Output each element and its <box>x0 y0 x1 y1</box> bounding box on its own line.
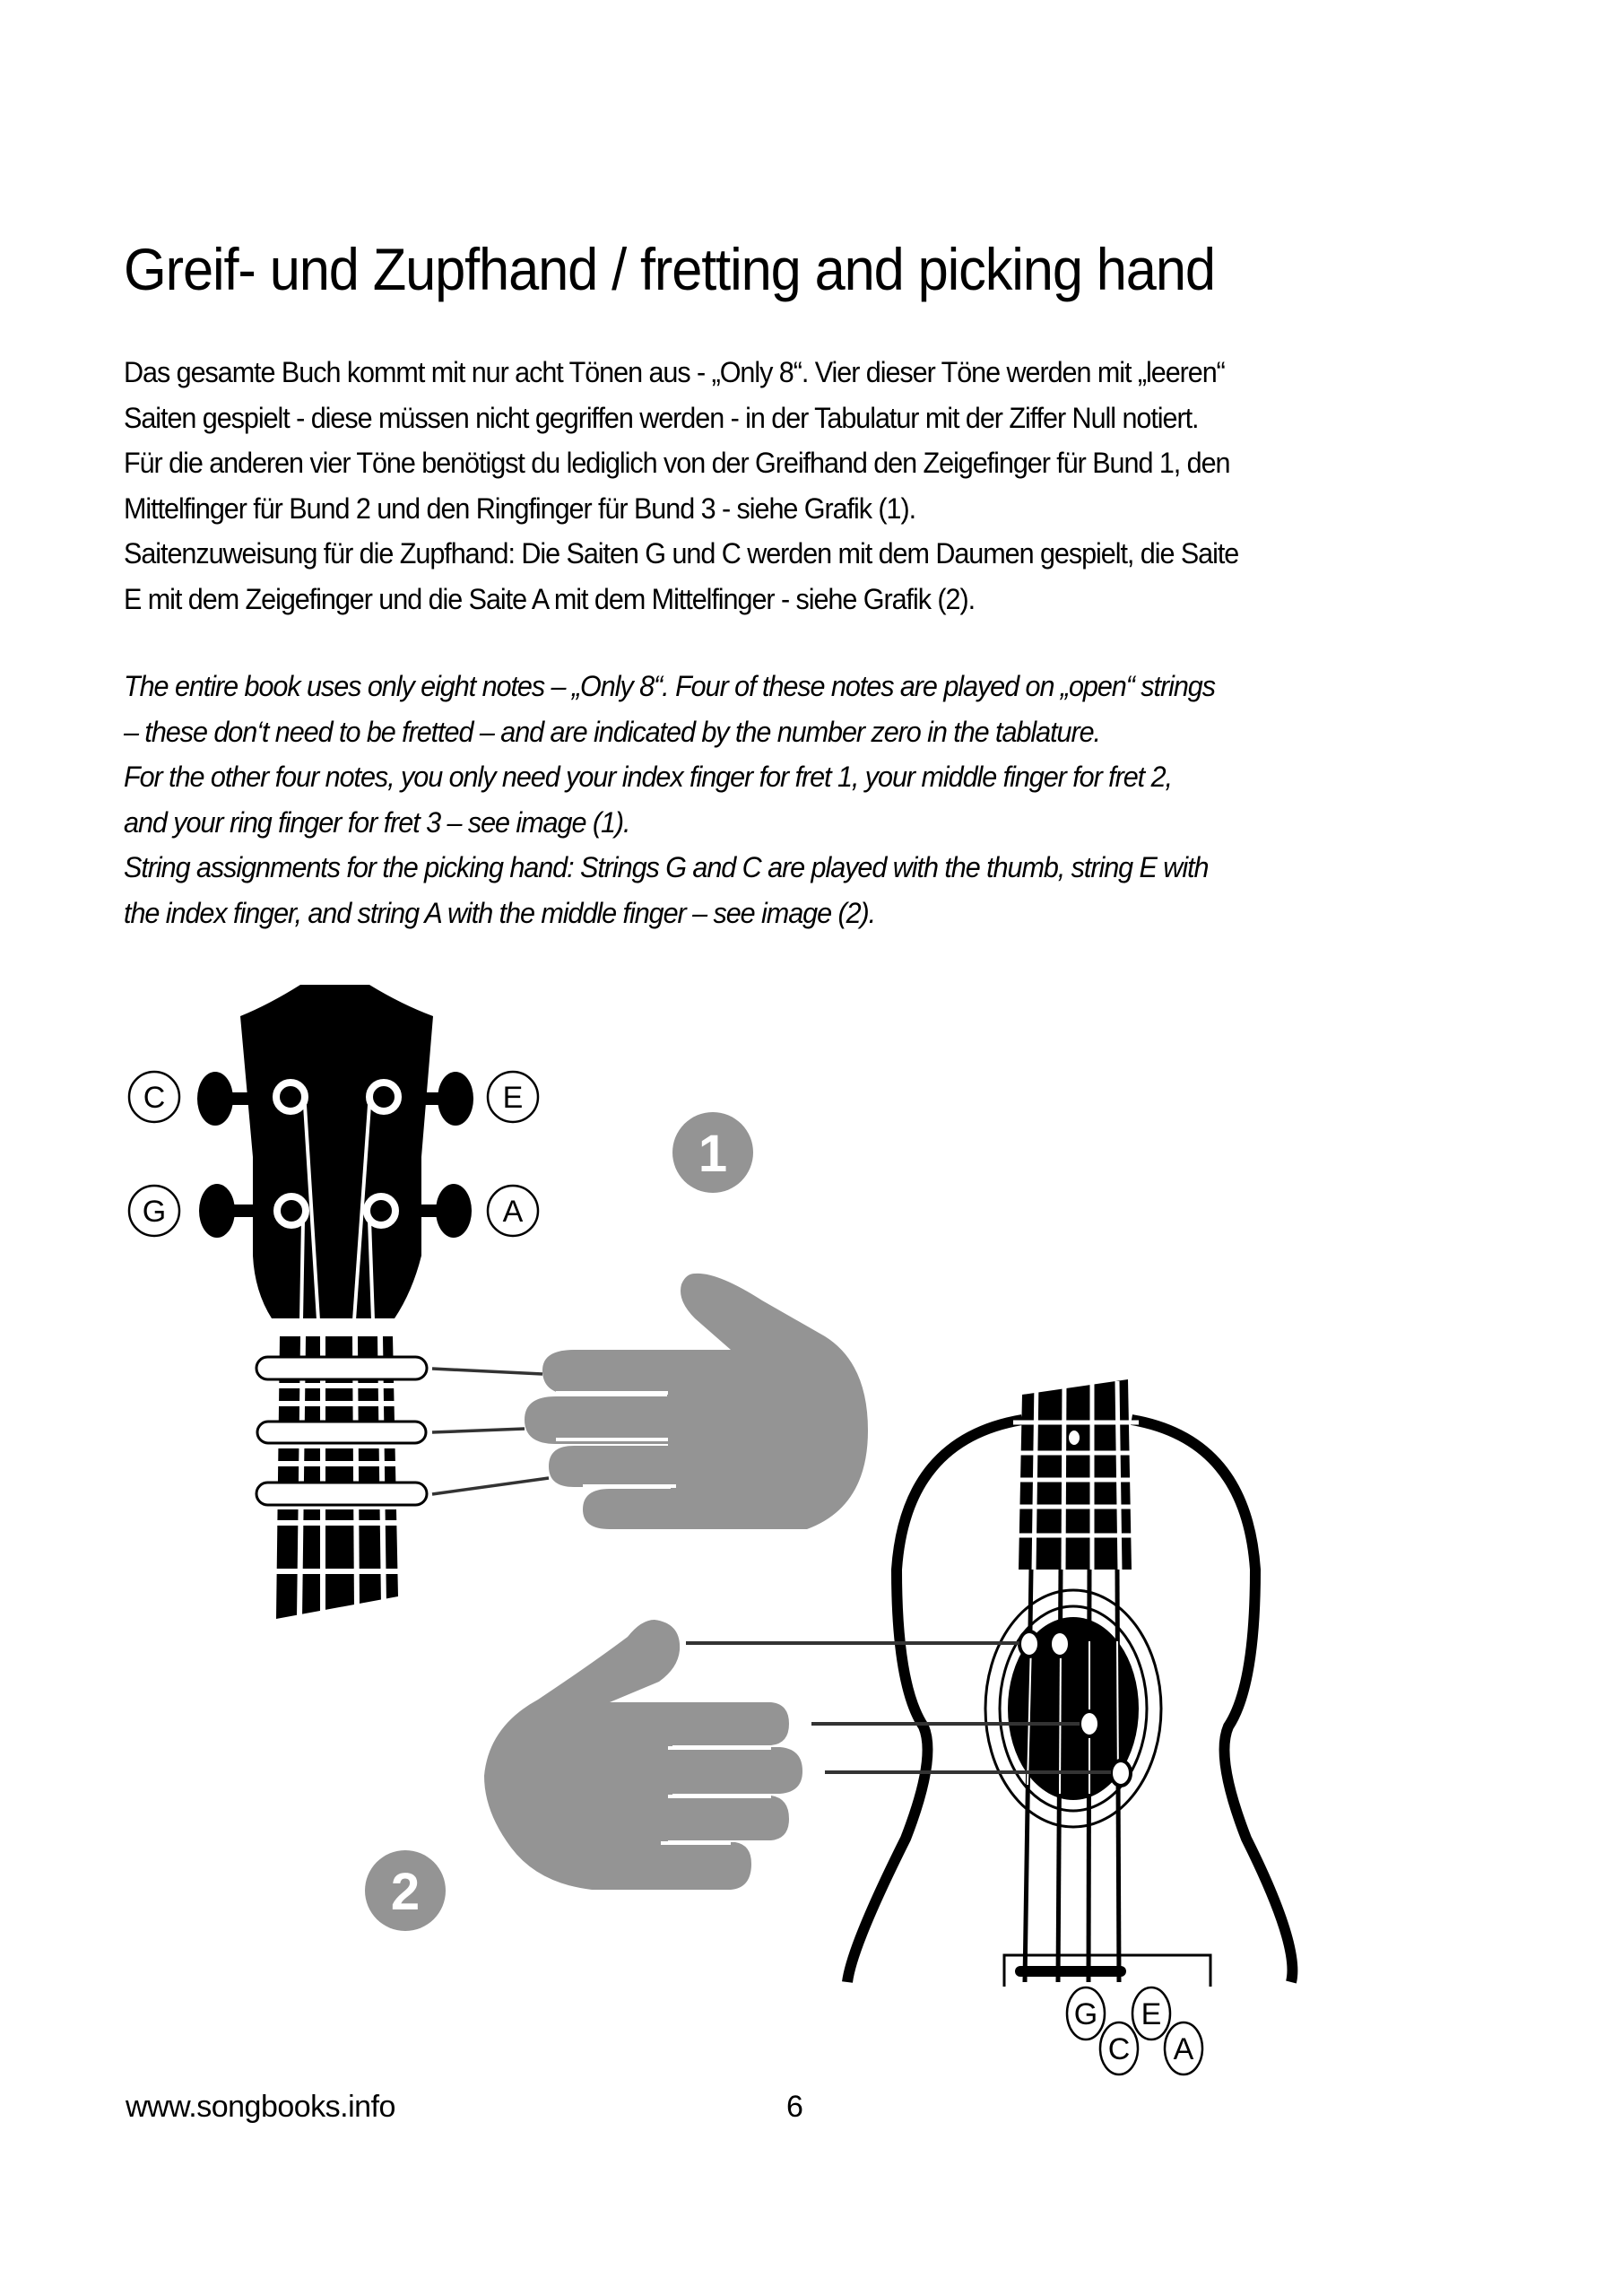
bridge-label-c: C <box>1107 2032 1131 2066</box>
text-line: Mittelfinger für Bund 2 und den Ringfinger für Bund 3 - siehe Grafik (1). <box>124 491 916 525</box>
text-line: E mit dem Zeigefinger und die Saite A mit dem Mittelfinger - siehe Grafik (2). <box>124 582 976 615</box>
label-e: E <box>502 1081 524 1115</box>
svg-text:2: 2 <box>390 1863 421 1921</box>
label-c: C <box>143 1081 166 1115</box>
bridge-label-e: E <box>1141 1997 1162 2031</box>
headstock-diagram <box>129 985 549 1619</box>
text-line: Das gesamte Buch kommt mit nur acht Tönen aus - „Only 8“. Vier dieser Töne werden mit „leeren“ <box>124 356 1225 388</box>
fret-markers <box>256 1357 427 1505</box>
text-line: Saiten gespielt - diese müssen nicht gegriffen werden - in der Tabulatur mit der Ziffer Null notiert. <box>124 401 1199 434</box>
english-paragraph <box>124 664 1426 935</box>
badge-1 <box>672 1112 753 1193</box>
text-line: For the other four notes, you only need your index finger for fret 1, your middle finger for fret 2, <box>124 761 1172 793</box>
page-title: Greif- und Zupfhand / fretting and picking hand <box>124 236 1215 302</box>
text-line: String assignments for the picking hand: Strings G and C are played with the thumb, string E with <box>124 851 1209 883</box>
badge-2 <box>365 1850 446 1931</box>
ukulele-hands-figure <box>0 969 1622 2090</box>
page-number: 6 <box>786 2090 803 2124</box>
footer-website: www.songbooks.info <box>126 2090 395 2124</box>
german-paragraph <box>124 350 1426 622</box>
text-line: the index finger, and string A with the middle finger – see image (2). <box>124 896 876 929</box>
bridge-label-a: A <box>1173 2032 1194 2066</box>
text-line: The entire book uses only eight notes – „Only 8“. Four of these notes are played on „open“ strings <box>124 670 1215 702</box>
bridge-label-g: G <box>1073 1997 1098 2031</box>
label-g: G <box>142 1195 167 1229</box>
label-a: A <box>502 1195 524 1229</box>
ukulele-body-diagram <box>847 1379 1292 2074</box>
svg-text:1: 1 <box>698 1125 728 1183</box>
fretting-hand-icon <box>525 1274 868 1529</box>
picking-hand-icon <box>484 1620 802 1890</box>
text-line: and your ring finger for fret 3 – see image (1). <box>124 805 630 839</box>
text-line: – these don‘t need to be fretted – and are indicated by the number zero in the tablature. <box>124 715 1100 748</box>
text-line: Für die anderen vier Töne benötigst du lediglich von der Greifhand den Zeigefinger für Bund 1, den <box>124 447 1230 479</box>
text-line: Saitenzuweisung für die Zupfhand: Die Saiten G und C werden mit dem Daumen gespielt, die Saite <box>124 537 1239 570</box>
